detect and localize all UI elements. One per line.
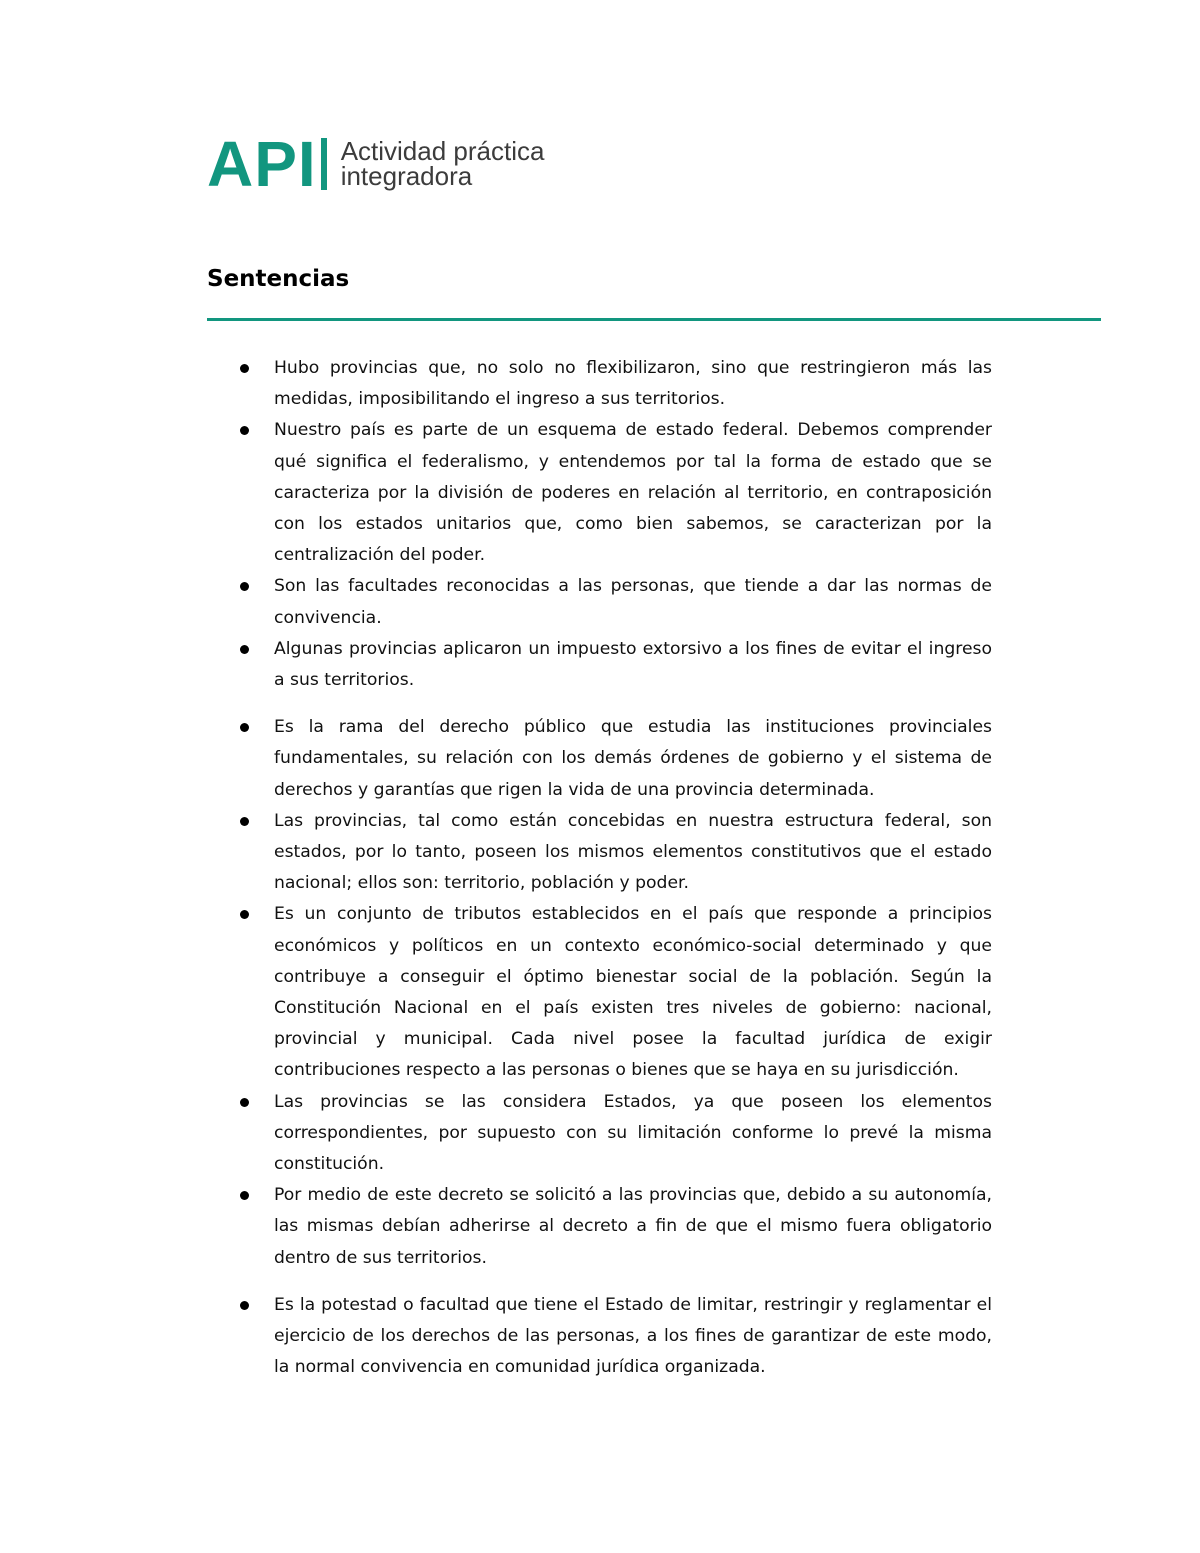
bullet-icon [240,1191,249,1200]
list-item [240,1087,992,1181]
list-item [240,1290,992,1384]
list-item-text: Por medio de este decreto se solicitó a las provincias que, debido a su autonomía, las mismas debían adherirse al decreto a fin de que el mismo fuera obligatorio dentro de sus territorios. [274,1185,992,1268]
list-item [240,571,992,633]
bullet-icon [240,723,249,732]
bullet-icon [240,426,249,435]
list-item-text: Es un conjunto de tributos establecidos en el país que responde a principios económicos y políticos en un contexto económico-social determinado y que contribuye a conseguir el óptimo bienestar social de la población. Según la Constitución Nacional en el país existen tres niveles de gobierno: nacional, provincial y municipal. Cada nivel posee la facultad jurídica de exigir contribuciones respecto a las personas o bienes que se haya en su jurisdicción. [274,904,992,1081]
bullet-icon [240,1098,249,1107]
list-item [240,415,992,571]
list-item [240,634,992,696]
list-item [240,712,992,806]
title-divider [207,318,1101,321]
list-item [240,1180,992,1274]
bullet-icon [240,582,249,591]
list-item-text: Las provincias se las considera Estados, ya que poseen los elementos correspondientes, por supuesto con su limitación conforme lo prevé la misma constitución. [274,1091,992,1175]
bullet-icon [240,817,249,826]
bullet-icon [240,1301,249,1310]
logo-mark: API [207,128,317,200]
logo-divider [321,138,327,190]
list-item-text: Algunas provincias aplicaron un impuesto extorsivo a los fines de evitar el ingreso a sus territorios. [274,638,992,691]
bullet-icon [240,364,249,373]
page-title: Sentencias [207,266,350,292]
list-item [240,353,992,415]
bullet-icon [240,910,249,919]
bullet-icon [240,645,249,654]
list-item-text: Es la potestad o facultad que tiene el Estado de limitar, restringir y reglamentar el ejercicio de los derechos de las personas, a los fines de garantizar de este modo, la normal convivencia en comunidad jurídica organizada. [274,1294,992,1378]
list-item [240,899,992,1086]
list-item-text: Son las facultades reconocidas a las personas, que tiende a dar las normas de convivencia. [274,576,992,628]
sentences-list [240,353,992,1384]
list-item-text: Las provincias, tal como están concebidas en nuestra estructura federal, son estados, por lo tanto, poseen los mismos elementos constitutivos que el estado nacional; ellos son: territorio, población y poder. [274,810,992,894]
list-item-text: Hubo provincias que, no solo no flexibilizaron, sino que restringieron más las medidas, imposibilitando el ingreso a sus territorios. [274,358,992,410]
list-item [240,806,992,900]
logo-text [340,136,545,191]
list-item-text: Es la rama del derecho público que estudia las instituciones provinciales fundamentales, su relación con los demás órdenes de gobierno y el sistema de derechos y garantías que rigen la vida de una provincia determinada. [274,717,992,800]
logo-line-1: Actividad práctica [340,136,545,166]
list-item-text: Nuestro país es parte de un esquema de estado federal. Debemos comprender qué significa el federalismo, y entendemos por tal la forma de estado que se caracteriza por la división de poderes en relación al territorio, en contraposición con los estados unitarios que, como bien sabemos, se caracterizan por la centralización del poder. [274,420,992,566]
api-logo [207,128,545,200]
logo-line-2: integradora [340,161,473,191]
